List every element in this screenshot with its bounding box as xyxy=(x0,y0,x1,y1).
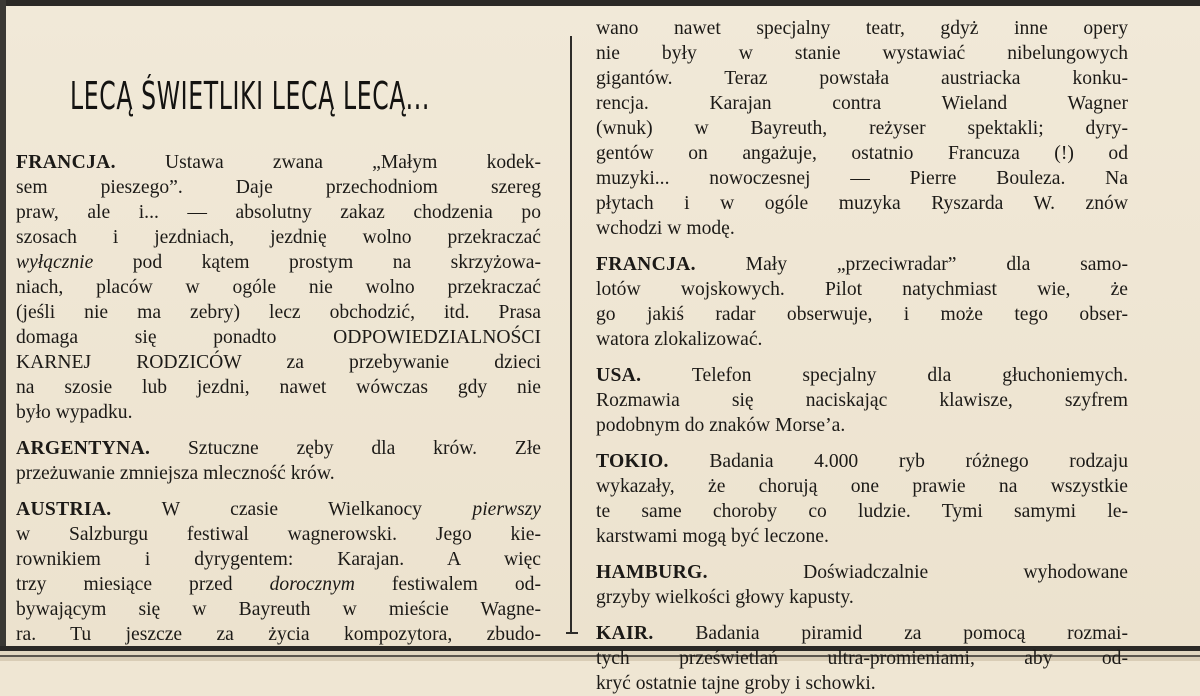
text-line xyxy=(16,436,541,461)
text-line xyxy=(596,363,1128,388)
item-tokio xyxy=(596,449,1128,549)
text-line: watora zlokalizować. xyxy=(596,329,763,350)
text-line: lotów wojskowych. Pilot natychmiast wie, że xyxy=(596,279,1128,300)
item-francja-traffic xyxy=(16,150,541,425)
country-label: ARGENTYNA. xyxy=(16,438,151,459)
paragraph-spacer xyxy=(596,549,1128,560)
text-line: wykazały, że chorują one prawie na wszystkie xyxy=(596,476,1128,497)
text-line xyxy=(596,449,1128,474)
headline: LECĄ ŚWIETLIKI LECĄ LECĄ... xyxy=(70,74,430,118)
paragraph-spacer xyxy=(596,352,1128,363)
text-line xyxy=(596,621,1128,646)
left-border-rule xyxy=(0,0,6,661)
text-line: gentów on angażuje, ostatnio Francuza (!) od xyxy=(596,143,1128,164)
paragraph-spacer xyxy=(16,486,541,497)
country-label: HAMBURG. xyxy=(596,562,708,583)
text-line: wchodzi w modę. xyxy=(596,218,735,239)
text-line: rownikiem i dyrygentem: Karajan. A więc xyxy=(16,549,541,570)
text-line xyxy=(16,150,541,175)
text-fragment: festiwalem od- xyxy=(354,574,541,595)
text-line: KARNEJ RODZICÓW za przebywanie dzieci xyxy=(16,352,541,373)
country-label: AUSTRIA. xyxy=(16,499,112,520)
text-line: sem pieszego”. Daje przechodniom szereg xyxy=(16,177,541,198)
text-fragment: Badania piramid za pomocą rozmai- xyxy=(653,623,1128,644)
item-usa xyxy=(596,363,1128,438)
item-argentyna xyxy=(16,436,541,486)
text-line xyxy=(596,252,1128,277)
italic-emphasis: pierwszy xyxy=(472,499,541,520)
country-label: USA. xyxy=(596,365,642,386)
item-kair xyxy=(596,621,1128,696)
text-line: szosach i jezdniach, jezdnię wolno przekraczać xyxy=(16,227,541,248)
text-line: w Salzburgu festiwal wagnerowski. Jego kie- xyxy=(16,524,541,545)
text-line: ra. Tu jeszcze za życia kompozytora, zbudo- xyxy=(16,624,541,645)
item-austria xyxy=(16,497,541,647)
text-fragment: Doświadczalnie wyhodowane xyxy=(707,562,1128,583)
text-line: na szosie lub jezdni, nawet wówczas gdy nie xyxy=(16,377,541,398)
item-francja-radar xyxy=(596,252,1128,352)
text-line: Rozmawia się naciskając klawisze, szyfrem xyxy=(596,390,1128,411)
text-line: płytach i w ogóle muzyka Ryszarda W. znów xyxy=(596,193,1128,214)
text-line xyxy=(596,560,1128,585)
text-fragment: Ustawa zwana „Małym kodek- xyxy=(115,152,541,173)
text-line xyxy=(16,250,541,275)
top-border-rule xyxy=(0,0,1200,6)
column-divider xyxy=(570,36,572,634)
item-austria-continued xyxy=(596,16,1128,241)
text-line: nie były w stanie wystawiać nibelungowych xyxy=(596,43,1128,64)
text-line: (wnuk) w Bayreuth, reżyser spektakli; dyry- xyxy=(596,118,1128,139)
country-label: FRANCJA. xyxy=(596,254,696,275)
country-label: KAIR. xyxy=(596,623,654,644)
text-line: (jeśli nie ma zebry) lecz obchodzić, itd. Prasa xyxy=(16,302,541,323)
text-line: praw, ale i... — absolutny zakaz chodzenia po xyxy=(16,202,541,223)
text-line: gigantów. Teraz powstała austriacka konku- xyxy=(596,68,1128,89)
column-divider-foot xyxy=(566,632,578,634)
text-fragment: Badania 4.000 ryb różnego rodzaju xyxy=(668,451,1128,472)
text-fragment: Mały „przeciwradar” dla samo- xyxy=(695,254,1128,275)
item-hamburg xyxy=(596,560,1128,610)
text-line: było wypadku. xyxy=(16,402,133,423)
text-line xyxy=(16,572,541,597)
text-line: domaga się ponadto ODPOWIEDZIALNOŚCI xyxy=(16,327,541,348)
text-fragment: trzy miesiące przed xyxy=(16,574,270,595)
paragraph-spacer xyxy=(16,425,541,436)
text-line: muzyki... nowoczesnej — Pierre Bouleza. Na xyxy=(596,168,1128,189)
text-line: karstwami mogą być leczone. xyxy=(596,526,829,547)
text-line: kryć ostatnie tajne groby i schowki. xyxy=(596,673,876,694)
text-line: go jakiś radar obserwuje, i może tego obser- xyxy=(596,304,1128,325)
left-column xyxy=(16,150,541,647)
italic-emphasis: wyłącznie xyxy=(16,252,94,273)
text-line: wano nawet specjalny teatr, gdyż inne opery xyxy=(596,18,1128,39)
text-line: te same choroby co ludzie. Tymi samymi le- xyxy=(596,501,1128,522)
text-line xyxy=(16,497,541,522)
text-line: przeżuwanie zmniejsza mleczność krów. xyxy=(16,463,335,484)
text-line: niach, placów w ogóle nie wolno przekraczać xyxy=(16,277,541,298)
italic-emphasis: dorocznym xyxy=(269,574,355,595)
right-column xyxy=(596,16,1128,696)
country-label: FRANCJA. xyxy=(16,152,116,173)
text-fragment: W czasie Wielkanocy xyxy=(111,499,473,520)
text-line: rencja. Karajan contra Wieland Wagner xyxy=(596,93,1128,114)
country-label: TOKIO. xyxy=(596,451,669,472)
paragraph-spacer xyxy=(596,610,1128,621)
text-fragment: Sztuczne zęby dla krów. Złe xyxy=(150,438,541,459)
text-line: podobnym do znaków Morse’a. xyxy=(596,415,846,436)
text-fragment: pod kątem prostym na skrzyżowa- xyxy=(93,252,541,273)
paragraph-spacer xyxy=(596,241,1128,252)
paragraph-spacer xyxy=(596,438,1128,449)
text-line: bywającym się w Bayreuth w mieście Wagne- xyxy=(16,599,541,620)
text-fragment: Telefon specjalny dla głuchoniemych. xyxy=(641,365,1128,386)
text-line: grzyby wielkości głowy kapusty. xyxy=(596,587,854,608)
text-line: tych prześwietlań ultra-promieniami, aby od- xyxy=(596,648,1128,669)
